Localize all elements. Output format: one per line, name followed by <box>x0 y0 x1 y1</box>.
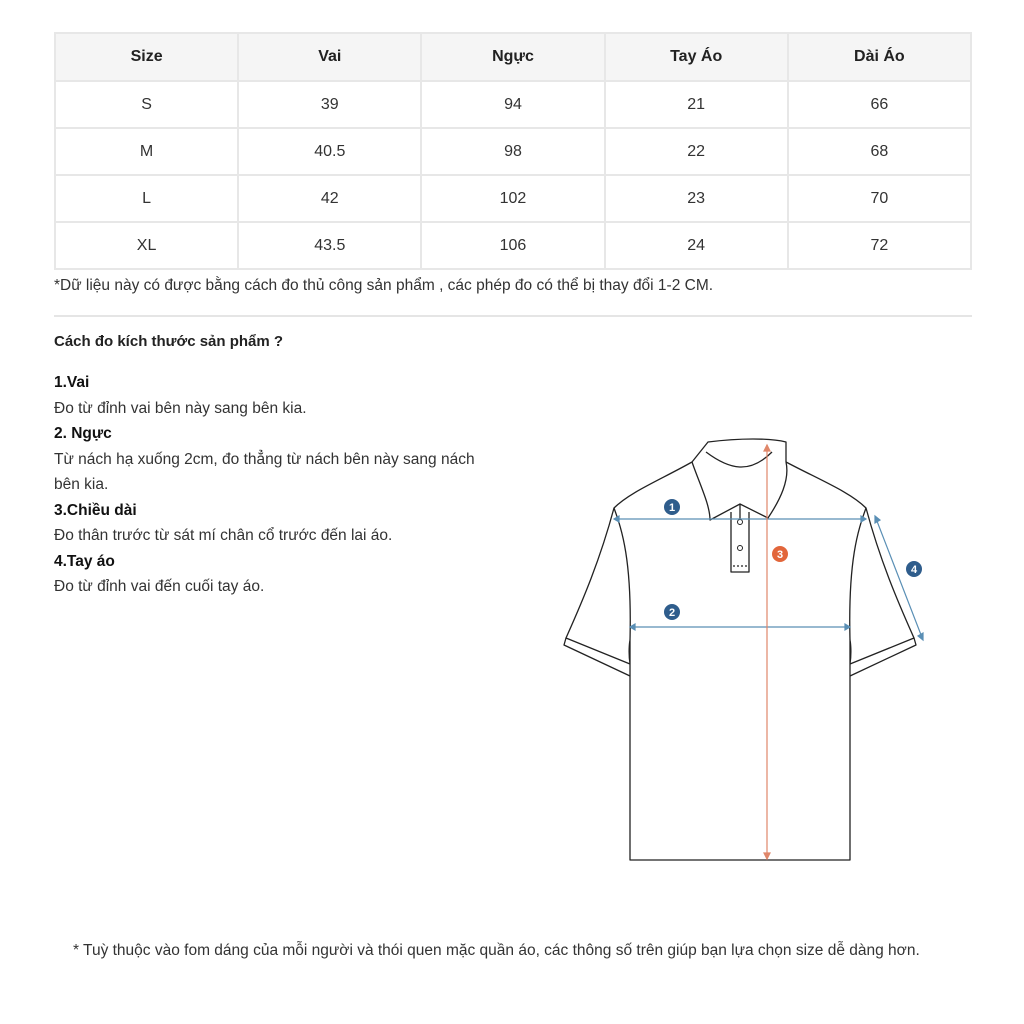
header-size: Size <box>55 33 238 81</box>
table-row <box>55 175 971 222</box>
arrow-icon <box>918 633 923 640</box>
length-measurement <box>764 445 770 859</box>
guide-title: Cách đo kích thước sản phẩm ? <box>54 333 284 350</box>
marker-1-label: 1 <box>668 502 676 514</box>
measurement-guide <box>54 370 504 600</box>
cell-chest: 94 <box>421 81 604 128</box>
cell-sleeve: 22 <box>605 128 788 175</box>
section-divider <box>54 315 972 317</box>
cell-shoulder: 42 <box>238 175 421 222</box>
arrow-icon <box>764 445 770 451</box>
cell-shoulder: 39 <box>238 81 421 128</box>
arrow-icon <box>764 853 770 859</box>
guide-text-length: Đo thân trước từ sát mí chân cổ trước đến lai áo. <box>54 527 393 544</box>
cell-length: 72 <box>788 222 971 269</box>
placket-buttons <box>738 520 743 551</box>
arrow-icon <box>861 516 866 522</box>
footer-note: * Tuỳ thuộc vào fom dáng của mỗi người và thói quen mặc quần áo, các thông số trên giúp bạn lựa chọn size dễ dàng hơn. <box>73 942 920 959</box>
table-row <box>55 222 971 269</box>
cell-length: 66 <box>788 81 971 128</box>
cell-sleeve: 23 <box>605 175 788 222</box>
cell-sleeve: 24 <box>605 222 788 269</box>
guide-heading-chest: 2. Ngực <box>54 425 112 442</box>
arrow-icon <box>614 516 619 522</box>
cell-shoulder: 40.5 <box>238 128 421 175</box>
shirt-outline <box>564 439 916 860</box>
header-sleeve: Tay Áo <box>605 33 788 81</box>
measurement-markers <box>664 499 922 620</box>
cell-chest: 106 <box>421 222 604 269</box>
marker-4-label: 4 <box>910 564 918 576</box>
header-chest: Ngực <box>421 33 604 81</box>
cell-size: XL <box>55 222 238 269</box>
guide-text-sleeve: Đo từ đỉnh vai đến cuối tay áo. <box>54 578 265 595</box>
header-shoulder: Vai <box>238 33 421 81</box>
header-length: Dài Áo <box>788 33 971 81</box>
guide-text-shoulder: Đo từ đỉnh vai bên này sang bên kia. <box>54 399 307 417</box>
measurement-note: *Dữ liệu này có được bằng cách đo thủ công sản phẩm , các phép đo có thể bị thay đổi 1-2 CM. <box>54 277 714 294</box>
size-chart-table <box>54 32 972 270</box>
cell-size: M <box>55 128 238 175</box>
cell-size: S <box>55 81 238 128</box>
cell-chest: 102 <box>421 175 604 222</box>
guide-text-chest: Từ nách hạ xuống 2cm, đo thẳng từ nách bên này sang nách bên kia. <box>54 450 475 493</box>
cell-length: 68 <box>788 128 971 175</box>
marker-2-label: 2 <box>668 607 676 619</box>
cell-sleeve: 21 <box>605 81 788 128</box>
cell-size: L <box>55 175 238 222</box>
guide-heading-sleeve: 4.Tay áo <box>54 552 115 570</box>
cell-shoulder: 43.5 <box>238 222 421 269</box>
sleeve-line <box>875 516 923 640</box>
table-row <box>55 128 971 175</box>
arrow-icon <box>875 516 880 523</box>
marker-3-label: 3 <box>776 549 784 561</box>
button-icon <box>738 520 743 525</box>
button-icon <box>738 546 743 551</box>
table-row <box>55 81 971 128</box>
cell-chest: 98 <box>421 128 604 175</box>
cell-length: 70 <box>788 175 971 222</box>
polo-shirt-diagram <box>555 430 935 870</box>
measurement-lines <box>614 516 923 640</box>
guide-heading-length: 3.Chiều dài <box>54 501 137 519</box>
table-header-row <box>55 33 971 81</box>
guide-heading-shoulder: 1.Vai <box>54 374 90 391</box>
